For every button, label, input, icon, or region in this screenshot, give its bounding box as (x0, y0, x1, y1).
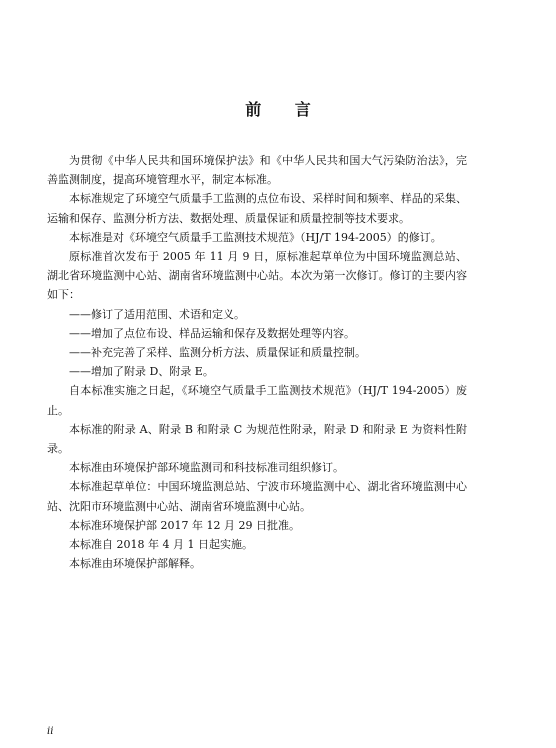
list-item-revision-1: ——修订了适用范围、术语和定义。 (69, 307, 245, 321)
list-item-revision-4: ——增加了附录 D、附录 E。 (69, 365, 214, 379)
paragraph-drafting-units: 本标准起草单位：中国环境监测总站、宁波市环境监测中心、湖北省环境监测中心站、沈阳市环境监测中心站、湖南省环境监测中心站。 (47, 480, 467, 513)
list-item-revision-3: ——补充完善了采样、监测分析方法、质量保证和质量控制。 (69, 346, 366, 360)
page-title: 前 言 (245, 100, 325, 119)
paragraph-revision-of: 本标准是对《环境空气质量手工监测技术规范》（HJ/T 194-2005）的修订。 (69, 230, 442, 244)
list-item-revision-2: ——增加了点位布设、样品运输和保存及数据处理等内容。 (69, 326, 355, 340)
paragraph-organizer: 本标准由环境保护部环境监测司和科技标准司组织修订。 (69, 461, 344, 475)
paragraph-appendices: 本标准的附录 A、附录 B 和附录 C 为规范性附录，附录 D 和附录 E 为资料性附录。 (47, 422, 467, 456)
paragraph-approval-date: 本标准环境保护部 2017 年 12 月 29 日批准。 (69, 518, 300, 532)
paragraph-interpretation: 本标准由环境保护部解释。 (69, 557, 201, 571)
page-number: ii (47, 726, 54, 737)
paragraph-purpose: 为贯彻《中华人民共和国环境保护法》和《中华人民共和国大气污染防治法》，完善监测制度，提高环境管理水平，制定本标准。 (47, 154, 467, 187)
paragraph-history: 原标准首次发布于 2005 年 11 月 9 日，原标准起草单位为中国环境监测总站、湖北省环境监测中心站、湖南省环境监测中心站。本次为第一次修订。修订的主要内容如下： (47, 250, 467, 302)
preface-body (47, 151, 467, 573)
paragraph-repeal: 自本标准实施之日起，《环境空气质量手工监测技术规范》（HJ/T 194-2005）废止。 (47, 384, 467, 417)
paragraph-effective-date: 本标准自 2018 年 4 月 1 日起实施。 (69, 538, 253, 552)
paragraph-scope: 本标准规定了环境空气质量手工监测的点位布设、采样时间和频率、样品的采集、运输和保存、监测分析方法、数据处理、质量保证和质量控制等技术要求。 (47, 192, 467, 225)
